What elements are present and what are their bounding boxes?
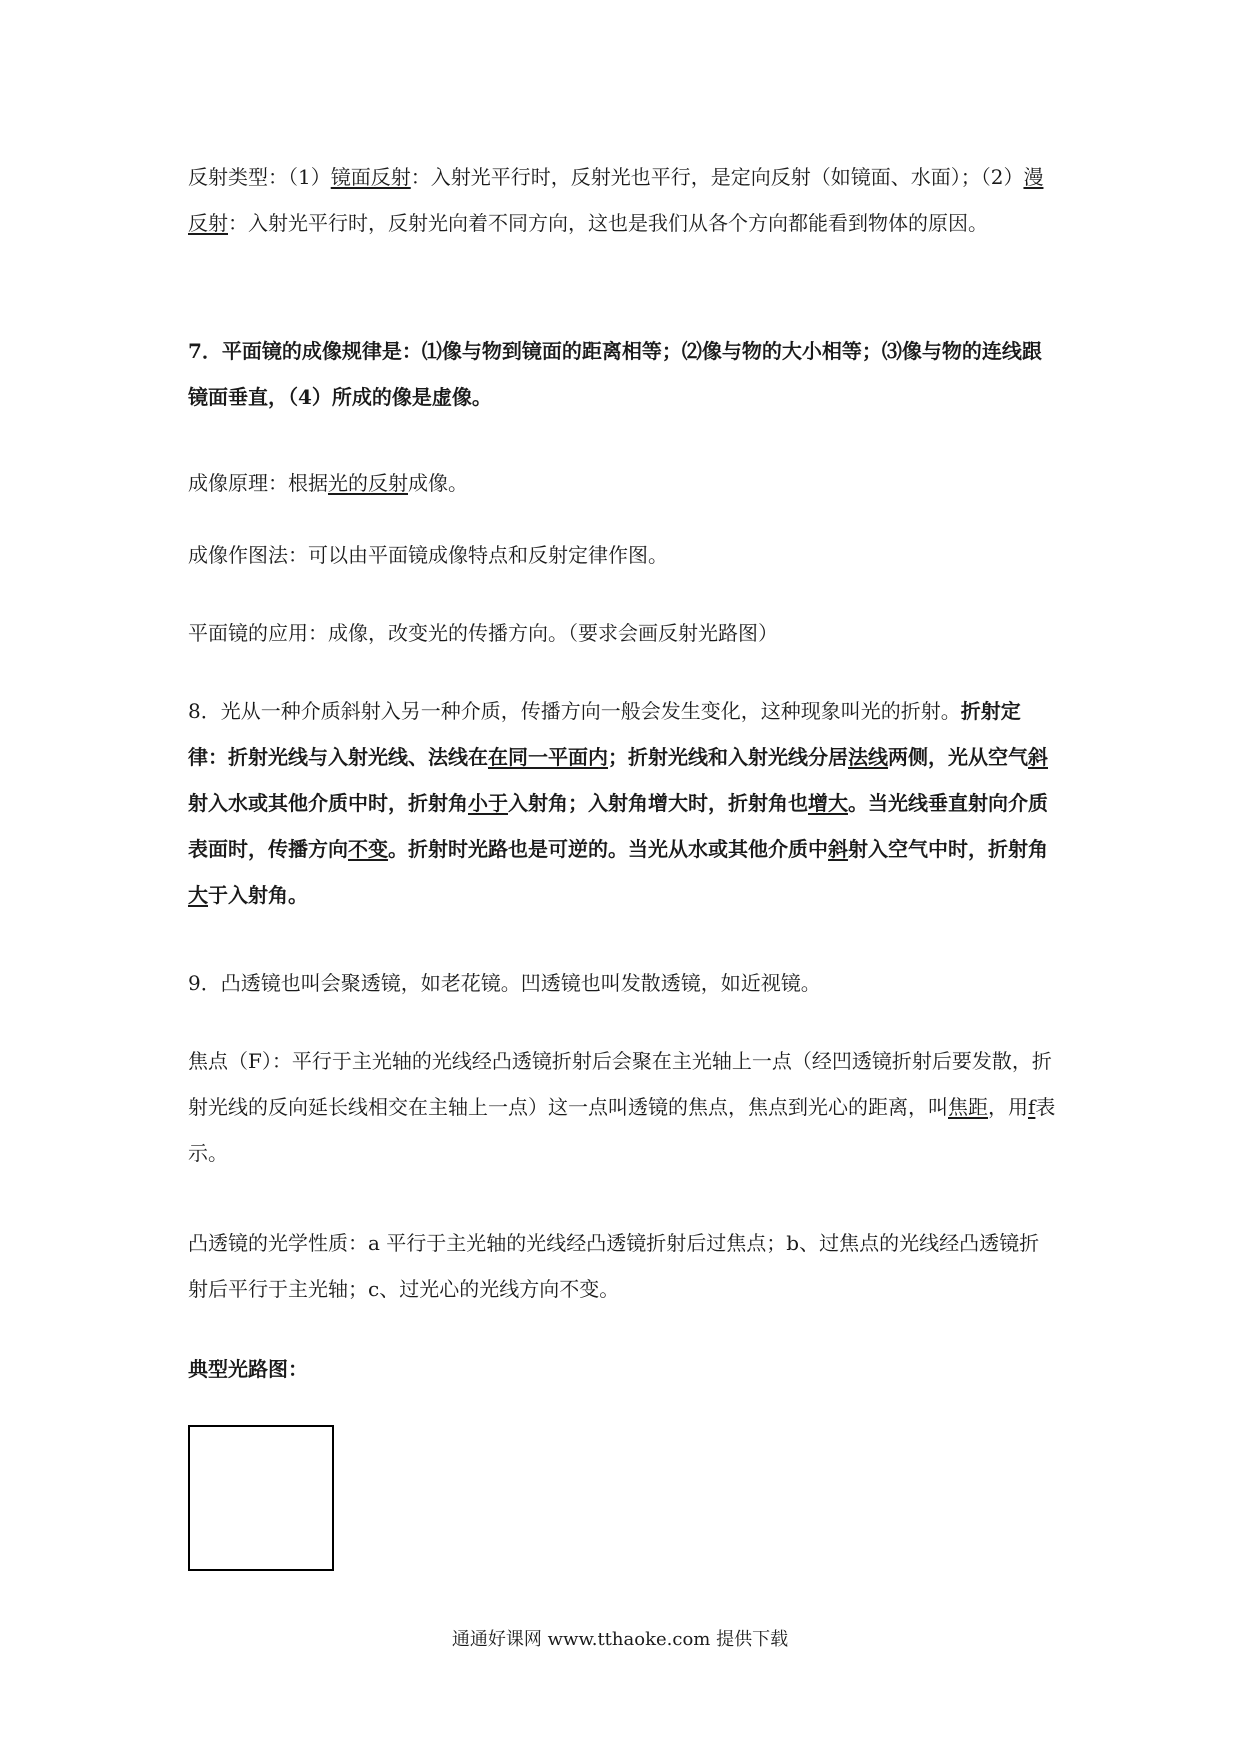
increase-term: 增大	[808, 791, 848, 815]
light-path-diagram-box	[188, 1425, 334, 1571]
text-span: ：入射光平行时，反射光向着不同方向，这也是我们从各个方向都能看到物体的原因。	[228, 211, 988, 235]
less-than-term: 小于	[468, 791, 508, 815]
convex-lens-properties-paragraph: 凸透镜的光学性质：a 平行于主光轴的光线经凸透镜折射后过焦点；b、过焦点的光线经凸透镜折射后平行于主光轴；c、过光心的光线方向不变。	[188, 1231, 1040, 1301]
focal-length-term: 焦距	[948, 1095, 988, 1119]
typical-light-path-heading: 典型光路图：	[188, 1357, 308, 1381]
imaging-drawing-method-paragraph: 成像作图法：可以由平面镜成像特点和反射定律作图。	[188, 543, 668, 567]
text-span: 成像原理：根据	[188, 471, 328, 495]
refraction-law-bold: 射入空气中时，折射角	[848, 837, 1048, 861]
oblique-term: 斜	[828, 837, 848, 861]
text-span: 表示。	[188, 1095, 1056, 1165]
lens-types-paragraph: 9．凸透镜也叫会聚透镜，如老花镜。凹透镜也叫发散透镜，如近视镜。	[188, 971, 821, 995]
refraction-law-bold: 。折射时光路也是可逆的。当光从水或其他介质中	[388, 837, 828, 861]
refraction-law-bold: 射入水或其他介质中时，折射角	[188, 791, 468, 815]
oblique-term: 斜	[1028, 745, 1048, 769]
plane-mirror-application-paragraph: 平面镜的应用：成像，改变光的传播方向。（要求会画反射光路图）	[188, 621, 778, 645]
light-reflection-term: 光的反射	[328, 471, 408, 495]
specular-reflection-term: 镜面反射	[330, 165, 411, 189]
footer-source: 通通好课网 www.tthaoke.com 提供下载	[451, 1629, 789, 1650]
refraction-law-bold: 于入射角。	[208, 883, 308, 907]
text-span: 反射类型：（1）	[188, 165, 331, 189]
text-span: ，用	[988, 1095, 1028, 1119]
text-span: 焦点（F）：平行于主光轴的光线经凸透镜折射后会聚在主光轴上一点（经凹透镜折射后要发散，折射光线的反向延长线相交在主轴上一点）这一点叫透镜的焦点，焦点到光心的距离，叫	[188, 1049, 1052, 1119]
diffuse-reflection-term: 漫反射	[188, 165, 1044, 235]
refraction-paragraph	[188, 688, 1058, 918]
focal-length-symbol: f	[1028, 1095, 1036, 1119]
refraction-law-bold: ；折射光线和入射光线分居	[608, 745, 848, 769]
text-span: 8．光从一种介质斜射入另一种介质，传播方向一般会发生变化，这种现象叫光的折射。	[188, 699, 961, 723]
refraction-law-bold: 。当光线垂直射向介质表面时，传播方向	[188, 791, 1048, 861]
text-span: 成像。	[408, 471, 468, 495]
same-plane-term: 在同一平面内	[488, 745, 608, 769]
reflection-types-paragraph	[188, 154, 1058, 246]
text-span: ：入射光平行时，反射光也平行，是定向反射（如镜面、水面）；（2）	[410, 165, 1024, 189]
greater-term: 大	[188, 883, 208, 907]
imaging-principle-paragraph	[188, 460, 1058, 506]
refraction-law-bold: 折射定律：折射光线与入射光线、法线在	[188, 699, 1021, 769]
normal-term: 法线	[848, 745, 888, 769]
plane-mirror-rules-paragraph: 7．平面镜的成像规律是：⑴像与物到镜面的距离相等；⑵像与物的大小相等；⑶像与物的连线跟镜面垂直，（4）所成的像是虚像。	[188, 339, 1042, 409]
focal-point-paragraph	[188, 1038, 1058, 1176]
refraction-law-bold: 入射角；入射角增大时，折射角也	[508, 791, 808, 815]
refraction-law-bold: 两侧，光从空气	[888, 745, 1028, 769]
unchanged-term: 不变	[348, 837, 388, 861]
